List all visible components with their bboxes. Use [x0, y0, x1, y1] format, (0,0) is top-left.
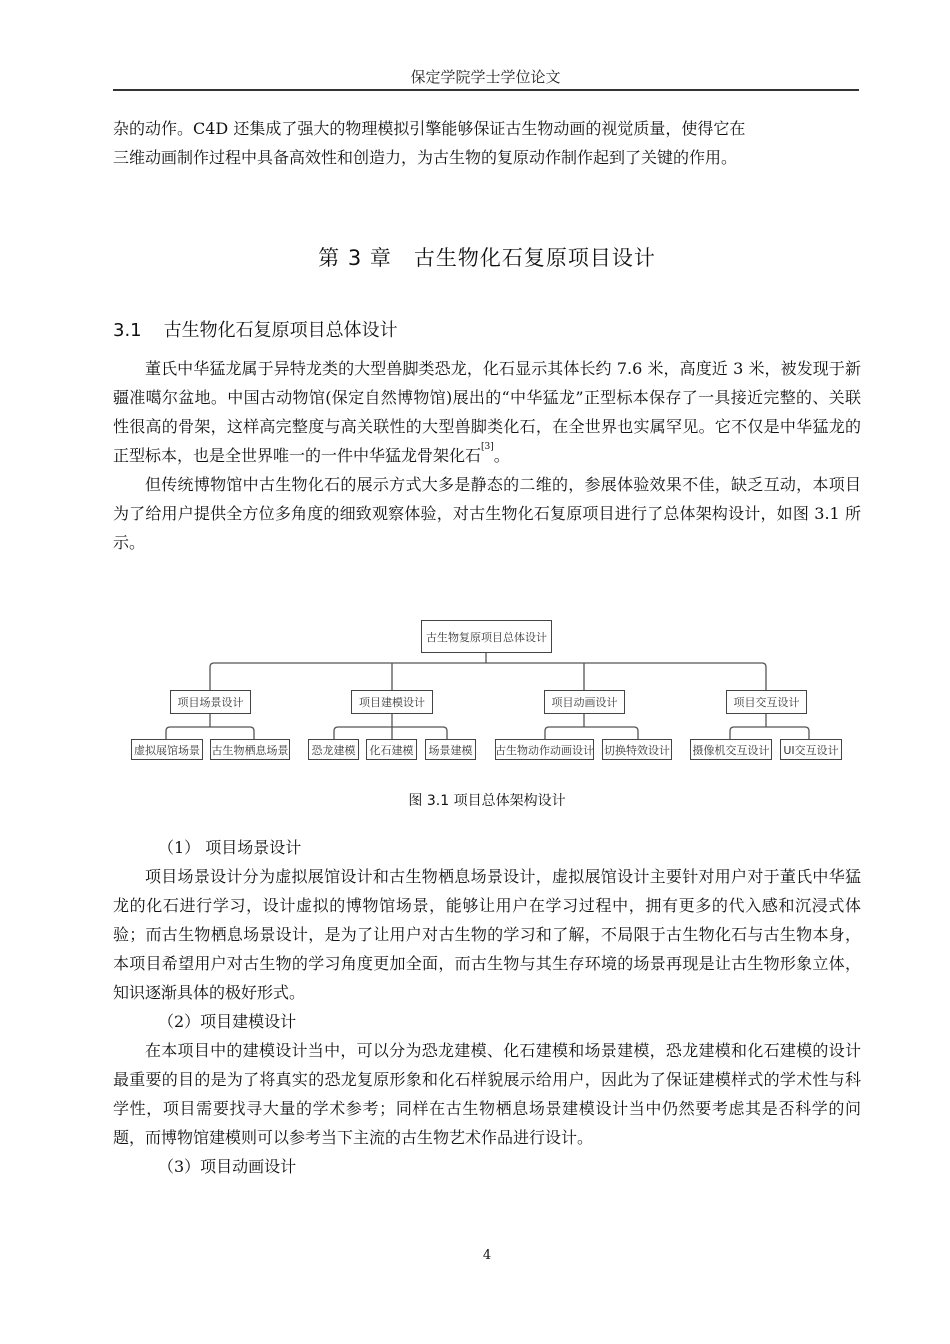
running-header: 保定学院学士学位论文: [410, 68, 561, 86]
paragraph-1-text: 董氏中华猛龙属于异特龙类的大型兽脚类恐龙，化石显示其体长约 7.6 米，高度近 3 米，被发现于新疆准噶尔盆地。中国古动物馆(保定自然博物馆)展出的“中华猛龙”正型标本保存了一具接近完整的、关联性很高的骨架，这样高完整度与高关联性的大型兽脚类化石，在全世界也实属罕见。它不仅是中华猛龙的正型标本，也是全世界唯一的一件中华猛龙骨架化石: [113, 359, 861, 465]
diagram-leaf-virtual-museum: 虚拟展馆场景: [131, 739, 203, 760]
paragraph-4: 在本项目中的建模设计当中，可以分为恐龙建模、化石建模和场景建模，恐龙建模和化石建模的设计最重要的目的是为了将真实的恐龙复原形象和化石样貌展示给用户，因此为了保证建模样式的学术性与科学性，项目需要找寻大量的学术参考；同样在古生物栖息场景建模设计当中仍然要考虑其是否科学的问题，而博物馆建模则可以参考当下主流的古生物艺术作品进行设计。: [113, 1041, 861, 1147]
diagram-leaf-ui-interaction: UI交互设计: [780, 739, 842, 760]
diagram-node-scene: 项目场景设计: [170, 690, 251, 714]
paragraph-2: 但传统博物馆中古生物化石的展示方式大多是静态的二维的，参展体验效果不佳，缺乏互动，本项目为了给用户提供全方位多角度的细致观察体验，对古生物化石复原项目进行了总体架构设计，如图 3.1 所示。: [113, 475, 861, 552]
paragraph-3: 项目场景设计分为虚拟展馆设计和古生物栖息场景设计，虚拟展馆设计主要针对用户对于董氏中华猛龙的化石进行学习，设计虚拟的博物馆场景，能够让用户在学习过程中，拥有更多的代入感和沉浸式体验；而古生物栖息场景设计，是为了让用户对古生物的学习和了解，不局限于古生物化石与古生物本身，本项目希望用户对古生物的学习角度更加全面，而古生物与其生存环境的场景再现是让古生物形象立体，知识逐渐具体的极好形式。: [113, 867, 861, 1002]
diagram-root-node: 古生物复原项目总体设计: [421, 620, 552, 653]
section-title: 古生物化石复原项目总体设计: [163, 320, 398, 341]
diagram-leaf-transition-effects: 切换特效设计: [602, 739, 672, 760]
page-number: 4: [482, 1248, 492, 1263]
paragraph-1: [113, 354, 861, 470]
diagram-node-modeling: 项目建模设计: [351, 690, 433, 714]
paragraph-1-end: 。: [493, 446, 510, 465]
diagram-leaf-camera-interaction: 摄像机交互设计: [690, 739, 772, 760]
diagram-leaf-habitat-scene: 古生物栖息场景: [210, 739, 290, 760]
intro-line-1: 杂的动作。C4D 还集成了强大的物理模拟引擎能够保证古生物动画的视觉质量，使得它在: [113, 119, 746, 138]
section-number: 3.1: [113, 320, 142, 341]
diagram-node-interaction: 项目交互设计: [726, 690, 807, 714]
subheading-scene-design: （1） 项目场景设计: [158, 838, 302, 857]
paragraph-block-2: [113, 833, 861, 1181]
paragraph-block-1: [113, 354, 861, 557]
citation: [3]: [481, 442, 494, 452]
diagram-leaf-fossil-model: 化石建模: [366, 739, 417, 760]
diagram-leaf-scene-model: 场景建模: [425, 739, 476, 760]
section-heading: [113, 316, 398, 342]
header-rule: [113, 89, 859, 91]
intro-line-2: 三维动画制作过程中具备高效性和创造力，为古生物的复原动作制作起到了关键的作用。: [113, 148, 738, 167]
subheading-modeling-design: （2）项目建模设计: [158, 1012, 297, 1031]
chapter-title: 第 3 章 古生物化石复原项目设计: [318, 246, 656, 270]
diagram-node-animation: 项目动画设计: [544, 690, 625, 714]
diagram-leaf-creature-animation: 古生物动作动画设计: [495, 739, 594, 760]
figure-caption: 图 3.1 项目总体架构设计: [408, 793, 566, 809]
subheading-animation-design: （3）项目动画设计: [158, 1157, 297, 1176]
diagram-leaf-dinosaur-model: 恐龙建模: [308, 739, 359, 760]
intro-paragraph: [113, 114, 861, 172]
